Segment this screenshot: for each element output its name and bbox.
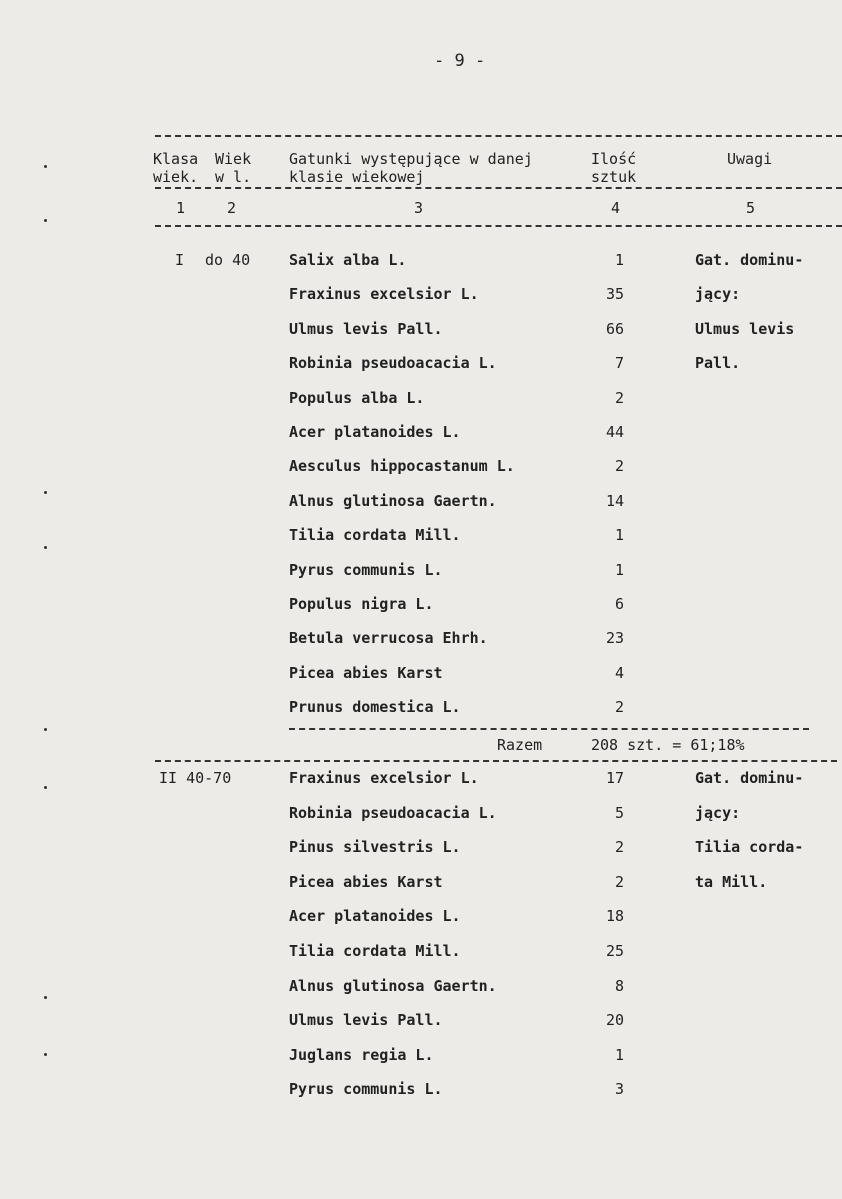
species-name: Picea abies Karst: [289, 663, 443, 682]
header-wiek: Wiek: [215, 150, 252, 168]
margin-dot: [44, 786, 47, 789]
species-name: Pinus silvestris L.: [289, 838, 461, 857]
species-name: Alnus glutinosa Gaertn.: [289, 976, 497, 995]
species-count: 25: [605, 942, 624, 960]
species-count: 44: [605, 423, 624, 441]
header-klasa: Klasa: [153, 150, 199, 168]
species-name: Robinia pseudoacacia L.: [289, 803, 497, 822]
species-count: 1: [614, 251, 624, 269]
species-count: 35: [605, 285, 624, 304]
species-name: Salix alba L.: [289, 251, 407, 269]
species-name: Fraxinus excelsior L.: [289, 769, 479, 787]
species-name: Picea abies Karst: [289, 872, 443, 891]
species-name: Tilia cordata Mill.: [289, 942, 461, 960]
species-name: Aesculus hippocastanum L.: [289, 457, 515, 476]
header-wl: w l.: [215, 168, 252, 186]
col-number-5: 5: [746, 199, 756, 217]
remark-line: jący:: [695, 285, 741, 304]
species-name: Ulmus levis Pall.: [289, 1011, 443, 1030]
species-count: 1: [614, 526, 624, 545]
species-count: 20: [605, 1011, 624, 1030]
species-count: 23: [605, 629, 624, 648]
header-sztuk: sztuk: [591, 168, 637, 186]
species-count: 18: [605, 907, 624, 926]
remark-line: Pall.: [695, 354, 741, 373]
total-value: 208 szt. = 61;18%: [591, 736, 745, 754]
species-name: Alnus glutinosa Gaertn.: [289, 491, 497, 510]
species-count: 1: [614, 1045, 624, 1064]
species-count: 17: [605, 769, 624, 787]
species-count: 8: [614, 976, 624, 995]
col-number-1: 1: [176, 199, 186, 217]
rule-top: [155, 135, 842, 137]
margin-dot: [44, 491, 47, 494]
species-count: 4: [614, 663, 624, 682]
species-name: Fraxinus excelsior L.: [289, 285, 479, 304]
group2-klasa-wiek: II 40-70: [159, 769, 232, 787]
header-klasie: klasie wiekowej: [289, 168, 425, 186]
remark-line: Ulmus levis: [695, 319, 795, 338]
species-count: 2: [614, 457, 624, 476]
species-count: 7: [614, 354, 624, 373]
margin-dot: [44, 728, 47, 731]
species-name: Pyrus communis L.: [289, 1080, 443, 1099]
page-number: - 9 -: [434, 51, 486, 71]
margin-dot: [44, 219, 47, 222]
remark-line: jący:: [695, 803, 741, 822]
species-name: Tilia cordata Mill.: [289, 526, 461, 545]
species-name: Ulmus levis Pall.: [289, 319, 443, 338]
group1-wiek: do 40: [205, 251, 251, 269]
total-label: Razem: [497, 736, 543, 754]
rule-header: [155, 187, 842, 189]
species-count: 1: [614, 560, 624, 579]
species-name: Robinia pseudoacacia L.: [289, 354, 497, 373]
header-ilosc: Ilość: [591, 150, 637, 168]
species-name: Populus alba L.: [289, 388, 425, 407]
species-count: 2: [614, 388, 624, 407]
margin-dot: [44, 546, 47, 549]
margin-dot: [44, 165, 47, 168]
species-count: 2: [614, 698, 624, 717]
col-number-2: 2: [227, 199, 237, 217]
species-name: Prunus domestica L.: [289, 698, 461, 717]
rule-colnums: [155, 225, 842, 227]
header-gatunki: Gatunki występujące w danej: [289, 150, 533, 168]
group1-klasa: I: [175, 251, 185, 269]
remark-line: Tilia corda-: [695, 838, 804, 857]
species-name: Betula verrucosa Ehrh.: [289, 629, 488, 648]
rule-before-total: [289, 728, 809, 730]
rule-after-total: [155, 760, 837, 762]
species-name: Pyrus communis L.: [289, 560, 443, 579]
species-name: Acer platanoides L.: [289, 907, 461, 926]
species-count: 14: [605, 491, 624, 510]
col-number-3: 3: [414, 199, 424, 217]
species-name: Populus nigra L.: [289, 595, 434, 613]
species-count: 5: [614, 803, 624, 822]
species-count: 2: [614, 872, 624, 891]
margin-dot: [44, 996, 47, 999]
remark-line: Gat. dominu-: [695, 769, 804, 787]
species-count: 2: [614, 838, 624, 857]
species-name: Juglans regia L.: [289, 1045, 434, 1064]
col-number-4: 4: [611, 199, 621, 217]
species-count: 3: [614, 1080, 624, 1099]
remark-line: ta Mill.: [695, 872, 768, 891]
species-count: 66: [605, 319, 624, 338]
header-uwagi: Uwagi: [727, 150, 773, 168]
header-wiek-class: wiek.: [153, 168, 199, 186]
species-count: 6: [614, 595, 624, 613]
remark-line: Gat. dominu-: [695, 251, 804, 269]
margin-dot: [44, 1053, 47, 1056]
species-name: Acer platanoides L.: [289, 423, 461, 441]
